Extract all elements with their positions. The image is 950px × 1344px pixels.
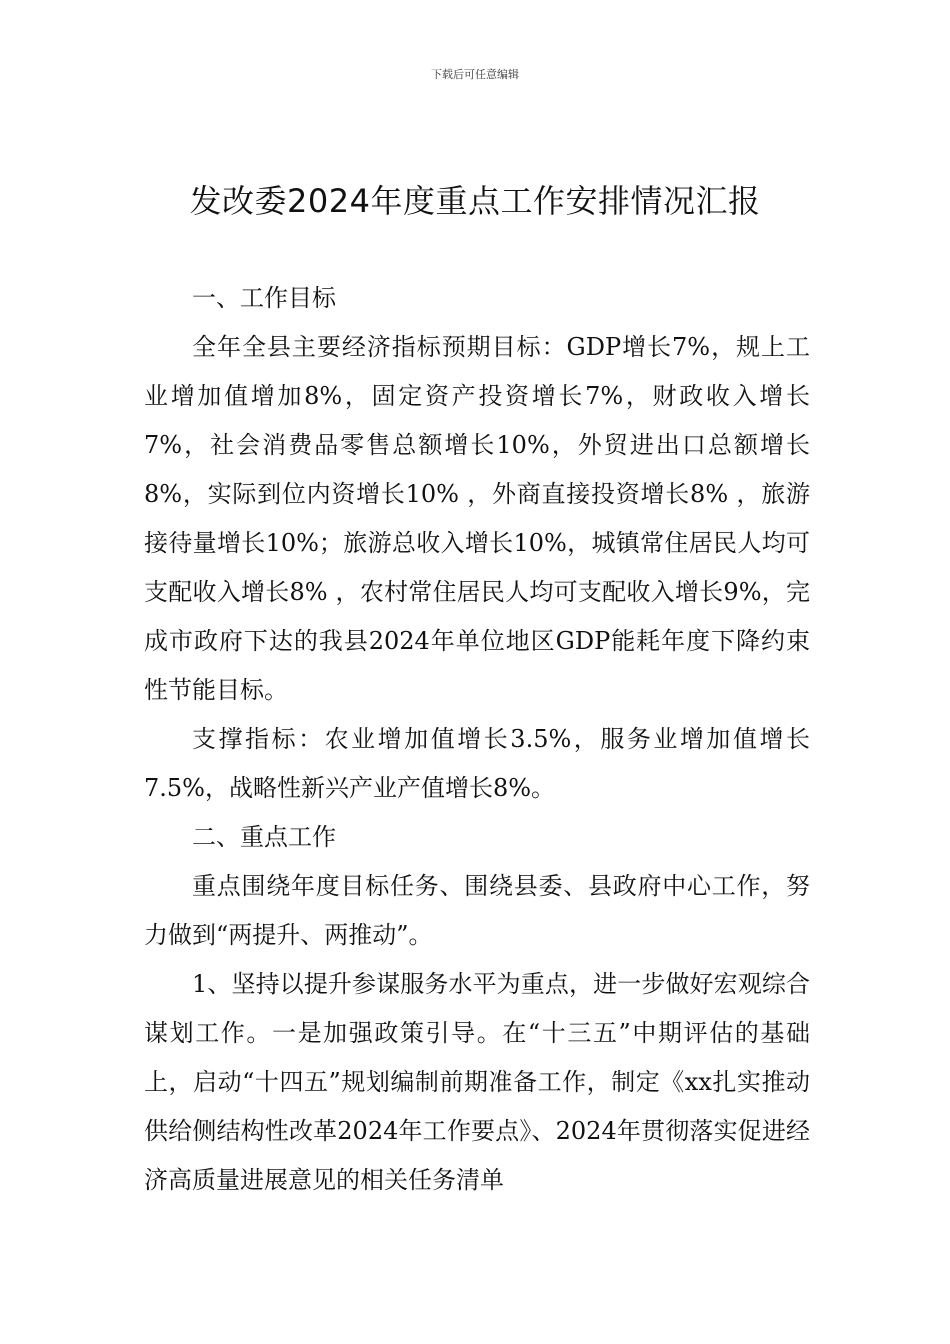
section-heading-goals: 一、工作目标 — [192, 284, 336, 312]
paragraph-item-1: 1、坚持以提升参谋服务水平为重点，进一步做好宏观综合谋划工作。一是加强政策引导。在“十三五”中期评估的基础上，启动“十四五”规划编制前期准备工作，制定《xx扎实推动供给侧结构性改革2024年工作要点》、2024年贯彻落实促进经济高质量进展意见的相关任务清单 — [144, 970, 810, 1194]
paragraph-main-targets: 全年全县主要经济指标预期目标：GDP增长7%，规上工业增加值增加8%，固定资产投资增长7%，财政收入增长7%，社会消费品零售总额增长10%，外贸进出口总额增长8%，实际到位内资增长10% ，外商直接投资增长8% ，旅游接待量增长10%；旅游总收入增长10%，城镇常住居民人均可支配收入增长8% ，农村常住居民人均可支配收入增长9%，完成市政府下达的我县2024年单位地区GDP能耗年度下降约束性节能目标。 — [144, 333, 810, 704]
paragraph-supporting-indicators: 支撑指标：农业增加值增长3.5%，服务业增加值增长7.5%，战略性新兴产业产值增长8%。 — [144, 725, 810, 802]
document-title: 发改委2024年度重点工作安排情况汇报 — [189, 182, 761, 220]
section-heading-key-work: 二、重点工作 — [192, 823, 336, 851]
paragraph-key-work-intro: 重点围绕年度目标任务、围绕县委、县政府中心工作，努力做到“两提升、两推动”。 — [144, 872, 810, 949]
page-header: 下载后可任意编辑 — [431, 68, 519, 81]
document-body — [144, 274, 810, 1205]
